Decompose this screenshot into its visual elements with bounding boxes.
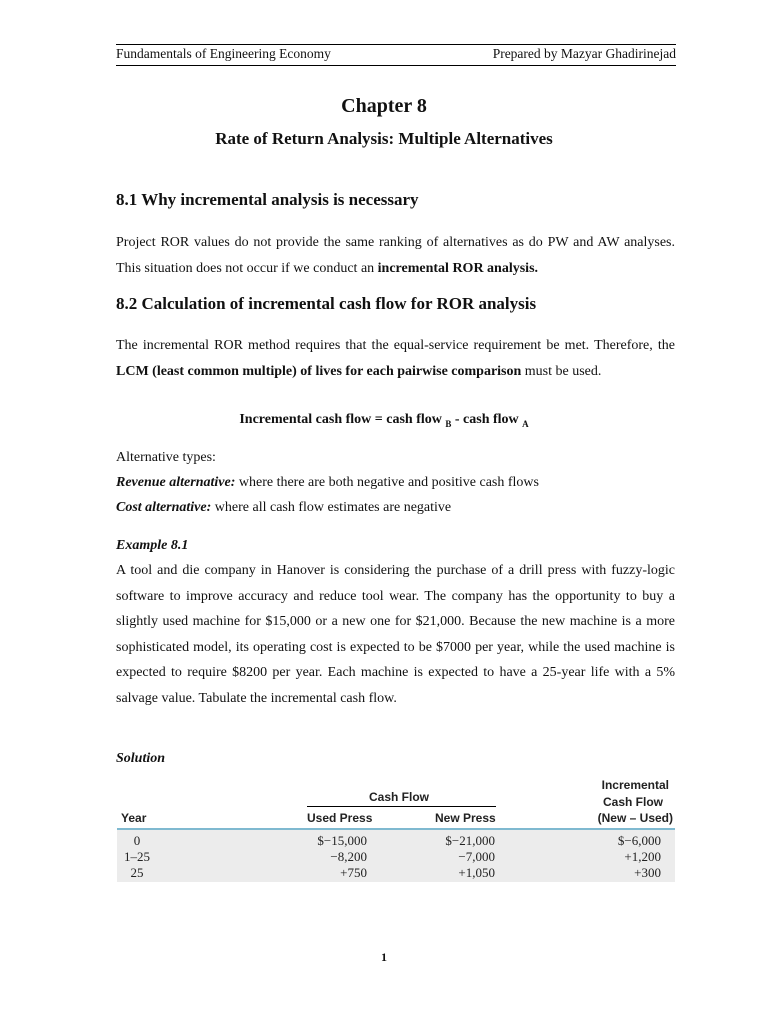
th-new-minus-used: (New – Used)	[597, 811, 673, 825]
cost-text: where all cash flow estimates are negative	[211, 500, 452, 515]
th-incremental: Incremental	[601, 778, 669, 792]
chapter-subtitle: Rate of Return Analysis: Multiple Alternatives	[215, 129, 553, 148]
cash-flow-rule	[307, 806, 496, 807]
th-used-press: Used Press	[307, 811, 373, 825]
revenue-text: where there are both negative and positive cash flows	[235, 475, 539, 490]
s81-text: Project ROR values do not provide the same ranking of alternatives as do PW and AW analyses. This situation does not occur if we conduct an	[116, 235, 675, 276]
header-left: Fundamentals of Engineering Economy	[116, 46, 331, 61]
cell-incremental: $−6,000	[617, 833, 661, 848]
alternative-types-heading: Alternative types:	[116, 450, 216, 465]
formula-mid: - cash flow	[451, 412, 523, 427]
th-year: Year	[121, 811, 147, 825]
th-inc-cash-flow: Cash Flow	[602, 795, 663, 809]
cell-new: −7,000	[458, 849, 495, 864]
s82-text2: must be used.	[521, 363, 602, 379]
section-8-2-paragraph	[116, 333, 675, 384]
example-label: Example 8.1	[116, 538, 189, 553]
cell-new: $−21,000	[445, 833, 495, 848]
cell-used: +750	[340, 865, 367, 880]
cell-incremental: +300	[634, 865, 661, 880]
revenue-alternative-line	[116, 475, 539, 491]
s81-bold: incremental ROR analysis.	[377, 260, 539, 276]
chapter-title: Chapter 8	[341, 95, 427, 117]
incremental-cash-flow-table	[117, 774, 675, 882]
solution-label: Solution	[116, 751, 166, 766]
cell-incremental: +1,200	[624, 849, 661, 864]
cell-year: 1–25	[124, 849, 150, 864]
s82-text1: The incremental ROR method requires that the equal-service requirement be met. Therefore, the	[116, 338, 675, 353]
formula-sub-b: B	[445, 418, 452, 429]
cell-new: +1,050	[458, 865, 495, 880]
cost-alternative-line	[116, 500, 451, 516]
section-8-1-paragraph	[116, 230, 675, 281]
page-number: 1	[381, 950, 387, 964]
cell-year: 25	[130, 865, 144, 880]
th-new-press: New Press	[435, 811, 496, 825]
cell-year: 0	[133, 833, 141, 848]
table-body	[117, 830, 675, 882]
header-right: Prepared by Mazyar Ghadirinejad	[492, 46, 676, 61]
section-8-2-title: 8.2 Calculation of incremental cash flow for ROR analysis	[116, 294, 537, 313]
cost-label: Cost alternative:	[116, 500, 212, 515]
incremental-formula	[0, 412, 768, 429]
th-cash-flow: Cash Flow	[369, 790, 430, 804]
cell-used: −8,200	[330, 849, 367, 864]
formula-main: Incremental cash flow = cash flow	[239, 412, 446, 427]
section-8-1-title: 8.1 Why incremental analysis is necessary	[116, 190, 419, 209]
example-text: A tool and die company in Hanover is considering the purchase of a drill press with fuzzy-logic software to improve accuracy and reduce tool wear. The company has the opportunity to buy a slightly used machine for $15,000 or a new one for $21,000. Because the new machine is a more sophisticated model, its operating cost is expected to be $7000 per year, while the used machine is expected to require $8200 per year. Each machine is expected to have a 25-year life with a 5% salvage value. Tabulate the incremental cash flow.	[116, 563, 675, 706]
header-rule	[117, 828, 675, 830]
running-header	[116, 44, 676, 66]
revenue-label: Revenue alternative:	[116, 475, 236, 490]
s82-bold: LCM (least common multiple) of lives for each pairwise comparison	[116, 363, 522, 379]
cell-used: $−15,000	[317, 833, 367, 848]
formula-sub-a: A	[522, 418, 529, 429]
